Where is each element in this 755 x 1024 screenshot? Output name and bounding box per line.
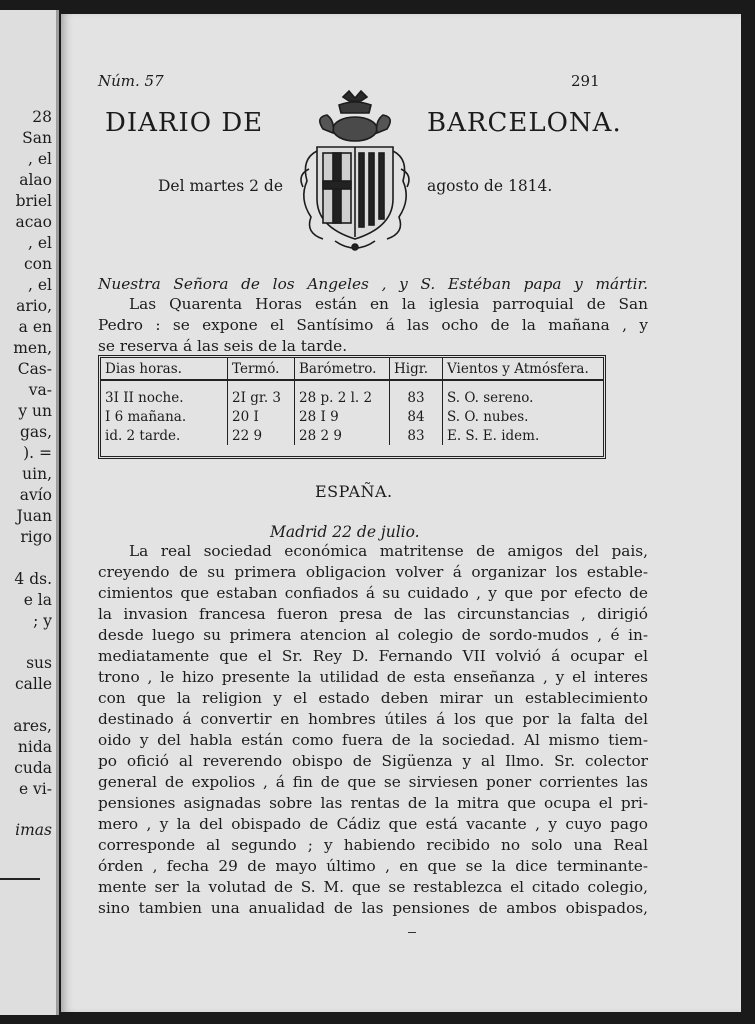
masthead-right: BARCELONA. bbox=[427, 108, 622, 138]
article-line: oido y del habla están como fuera de la sociedad. Al mismo tiem- bbox=[98, 731, 648, 749]
weather-header: Termó. bbox=[228, 358, 295, 380]
weather-cell: 22 9 bbox=[228, 426, 295, 445]
article-line: corresponde al segundo ; y habiendo recibido no solo una Real bbox=[98, 836, 648, 854]
issue-number: Núm. 57 bbox=[98, 72, 164, 90]
article-line: creyendo de su primera obligacion volver á organizar los estable- bbox=[98, 563, 648, 581]
date-left: Del martes 2 de bbox=[158, 177, 283, 195]
facing-page-line: avío bbox=[19, 486, 52, 504]
weather-cell: 83 bbox=[390, 426, 443, 445]
article-line: general de expolios , á fin de que se sirviesen poner corrientes las bbox=[98, 773, 648, 791]
saints-of-the-day: Nuestra Señora de los Angeles , y S. Estéban papa y mártir. bbox=[98, 275, 648, 293]
facing-page-line: , el bbox=[28, 150, 52, 168]
weather-cell: I 6 mañana. bbox=[101, 407, 228, 426]
facing-page-line: Cas- bbox=[17, 360, 52, 378]
weather-cell: 83 bbox=[390, 380, 443, 407]
weather-row bbox=[101, 407, 603, 426]
article-line: órden , fecha 29 de mayo último , en que se la dice terminante- bbox=[98, 857, 648, 875]
weather-cell: 28 I 9 bbox=[295, 407, 390, 426]
facing-page-line: e la bbox=[23, 591, 52, 609]
facing-page-line: 4 ds. bbox=[14, 570, 52, 588]
facing-page-line: a en bbox=[18, 318, 52, 336]
article-line: destinado á convertir en hombres útiles á los que por la falta del bbox=[98, 710, 648, 728]
facing-page-line: San bbox=[22, 129, 52, 147]
weather-cell: id. 2 tarde. bbox=[101, 426, 228, 445]
date-right: agosto de 1814. bbox=[427, 177, 553, 195]
article-line: mediatamente que el Sr. Rey D. Fernando VII volvió á ocupar el bbox=[98, 647, 648, 665]
weather-cell: E. S. E. idem. bbox=[447, 428, 540, 444]
weather-cell: 28 p. 2 l. 2 bbox=[295, 380, 390, 407]
facing-page-line: va- bbox=[28, 381, 52, 399]
page-number: 291 bbox=[571, 72, 600, 90]
facing-page bbox=[0, 10, 59, 1015]
facing-page-line: cuda bbox=[14, 759, 52, 777]
facing-page-line: acao bbox=[15, 213, 52, 231]
article-line: mente ser la volutad de S. M. que se restablezca el citado colegio, bbox=[98, 878, 648, 896]
facing-page-line: men, bbox=[13, 339, 52, 357]
intro-line: se reserva á las seis de la tarde. bbox=[98, 337, 348, 355]
facing-page-line: , el bbox=[28, 234, 52, 252]
weather-header: Vientos y Atmósfera. bbox=[443, 358, 604, 380]
weather-cell: 84 bbox=[390, 407, 443, 426]
facing-page-line: 28 bbox=[32, 108, 52, 126]
printer-mark bbox=[408, 932, 416, 933]
article-line: la invasion francesa fueron presa de las circunstancias , dirigió bbox=[98, 605, 648, 623]
article-line: sino tambien una anualidad de las pensiones de ambos obispados, bbox=[98, 899, 648, 917]
facing-page-line: e vi- bbox=[18, 780, 52, 798]
weather-cell: 3I II noche. bbox=[101, 380, 228, 407]
facing-page-line: con bbox=[24, 255, 52, 273]
facing-page-line: ario, bbox=[16, 297, 52, 315]
facing-page-line: ). = bbox=[23, 444, 52, 462]
article-line: La real sociedad económica matritense de amigos del pais, bbox=[129, 542, 648, 560]
weather-header: Barómetro. bbox=[295, 358, 390, 380]
article-line: pensiones asignadas sobre las rentas de la mitra que ocupa el pri- bbox=[98, 794, 648, 812]
facing-page-line: alao bbox=[19, 171, 52, 189]
facing-page-line: ; y bbox=[33, 612, 52, 630]
weather-cell: S. O. nubes. bbox=[447, 409, 529, 425]
facing-page-line: ares, bbox=[13, 717, 52, 735]
facing-page-line: Juan bbox=[16, 507, 52, 525]
facing-page-line: imas bbox=[15, 821, 52, 839]
intro-line: Pedro : se expone el Santísimo á las ocho de la mañana , y bbox=[98, 316, 648, 334]
facing-page-line: briel bbox=[15, 192, 52, 210]
article-dateline: Madrid 22 de julio. bbox=[270, 523, 420, 541]
article-line: desde luego su primera atencion al colegio de sordo-mudos , é in- bbox=[98, 626, 648, 644]
article-line: po ofició al reverendo obispo de Sigüenza y al Ilmo. Sr. colector bbox=[98, 752, 648, 770]
article-line: mero , y la del obispado de Cádiz que está vacante , y cuyo pago bbox=[98, 815, 648, 833]
facing-page-line: nida bbox=[17, 738, 52, 756]
facing-page-rule bbox=[0, 878, 40, 880]
facing-page-line: rigo bbox=[20, 528, 52, 546]
article-line: trono , le hizo presente la utilidad de esta enseñanza , y el interes bbox=[98, 668, 648, 686]
article-line: cimientos que estaban confiados á su cuidado , y que por efecto de bbox=[98, 584, 648, 602]
facing-page-line: y un bbox=[18, 402, 52, 420]
weather-row bbox=[101, 380, 603, 407]
weather-header: Higr. bbox=[390, 358, 443, 380]
facing-page-line: gas, bbox=[19, 423, 52, 441]
facing-page-line: calle bbox=[14, 675, 52, 693]
facing-page-line: uin, bbox=[22, 465, 52, 483]
weather-row bbox=[101, 426, 603, 445]
facing-page-line: sus bbox=[26, 654, 52, 672]
coat-of-arms-emblem bbox=[295, 89, 415, 255]
newspaper-page bbox=[61, 14, 741, 1012]
weather-cell: S. O. sereno. bbox=[447, 390, 534, 406]
weather-cell: 2I gr. 3 bbox=[228, 380, 295, 407]
weather-cell: 28 2 9 bbox=[295, 426, 390, 445]
masthead-left: DIARIO DE bbox=[105, 108, 264, 138]
article-line: con que la religion y el estado deben mirar un establecimiento bbox=[98, 689, 648, 707]
intro-line: Las Quarenta Horas están en la iglesia parroquial de San bbox=[129, 295, 648, 313]
section-heading: ESPAÑA. bbox=[315, 482, 393, 501]
weather-header: Dias horas. bbox=[101, 358, 228, 380]
weather-cell: 20 I bbox=[228, 407, 295, 426]
weather-table bbox=[98, 355, 606, 459]
facing-page-line: , el bbox=[28, 276, 52, 294]
